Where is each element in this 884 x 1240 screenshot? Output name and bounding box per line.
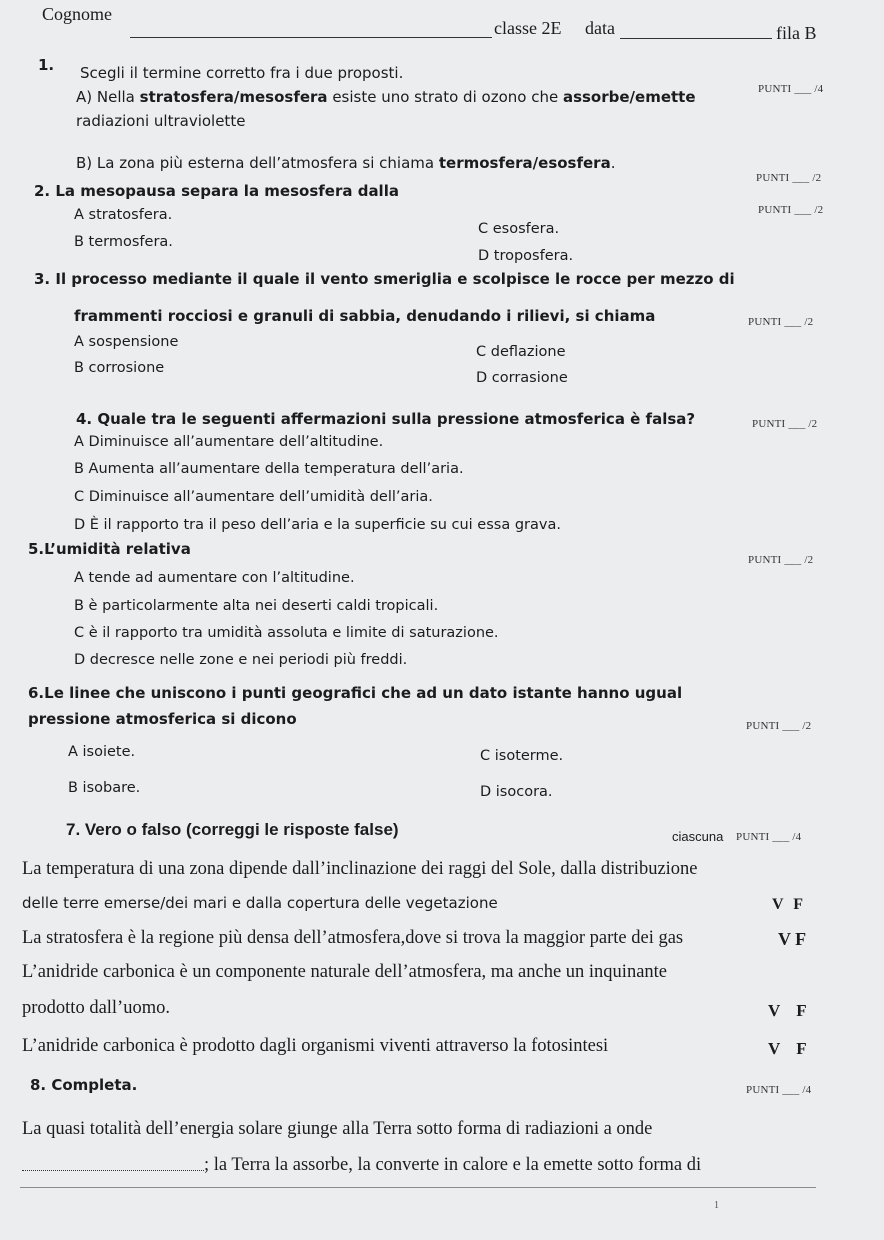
cognome-blank[interactable]: [130, 37, 492, 38]
q4-option-d[interactable]: D È il rapporto tra il peso dell’aria e la superficie su cui essa grava.: [74, 517, 561, 533]
q5-option-d[interactable]: D decresce nelle zone e nei periodi più freddi.: [74, 652, 408, 668]
q2-option-a[interactable]: A stratosfera.: [74, 207, 173, 223]
q6-option-a[interactable]: A isoiete.: [68, 744, 136, 760]
q3-option-c[interactable]: C deflazione: [476, 344, 566, 360]
q6-line2: pressione atmosferica si dicono: [28, 710, 297, 728]
q6-points: PUNTI ___ /2: [746, 720, 812, 732]
q6-option-d[interactable]: D isocora.: [480, 784, 553, 800]
q1a-prefix: A) Nella: [76, 88, 140, 106]
q7-statement-2-vf[interactable]: V F: [778, 929, 807, 949]
q3-line2: frammenti rocciosi e granuli di sabbia, denudando i rilievi, si chiama: [74, 307, 656, 325]
q2-points: PUNTI ___ /2: [758, 204, 824, 216]
q3-line1: 3. Il processo mediante il quale il vento smeriglia e scolpisce le rocce per mezzo di: [34, 270, 735, 288]
q7-statement-3-line1: L’anidride carbonica è un componente naturale dell’atmosfera, ma anche un inquinante: [22, 962, 668, 982]
q8-line2: ; la Terra la assorbe, la converte in calore e la emette sotto forma di: [204, 1155, 702, 1175]
q1b-prefix: B) La zona più esterna dell’atmosfera si chiama: [76, 154, 439, 172]
q8-blank[interactable]: [22, 1170, 204, 1171]
q1-number: 1.: [38, 56, 55, 74]
q2-option-c[interactable]: C esosfera.: [478, 221, 560, 237]
q1-title: Scegli il termine corretto fra i due proposti.: [80, 64, 404, 82]
q8-title: 8. Completa.: [30, 1076, 138, 1094]
q7-points: PUNTI ___ /4: [736, 831, 802, 843]
q7-title: 7. Vero o falso (correggi le risposte false): [66, 820, 399, 839]
q1a-choice-layer[interactable]: stratosfera/mesosfera: [139, 88, 328, 106]
q7-points-prefix: ciascuna: [672, 829, 724, 844]
q1b-suffix: .: [610, 154, 616, 172]
q1b-points: PUNTI ___ /2: [756, 172, 822, 184]
q6-option-c[interactable]: C isoterme.: [480, 748, 564, 764]
page-number: 1: [714, 1200, 719, 1211]
data-label: data: [585, 18, 615, 38]
q5-title: 5.L’umidità relativa: [28, 540, 191, 558]
q2-option-b[interactable]: B termosfera.: [74, 234, 173, 250]
q6-line1: 6.Le linee che uniscono i punti geografici che ad un dato istante hanno ugual: [28, 684, 683, 702]
q5-option-c[interactable]: C è il rapporto tra umidità assoluta e limite di saturazione.: [74, 625, 499, 641]
q4-option-b[interactable]: B Aumenta all’aumentare della temperatura dell’aria.: [74, 461, 464, 477]
q7-statement-3-vf[interactable]: V F: [768, 1001, 807, 1020]
q3-option-d[interactable]: D corrasione: [476, 370, 568, 386]
q4-option-c[interactable]: C Diminuisce all’aumentare dell’umidità dell’aria.: [74, 489, 433, 505]
q7-statement-1-vf[interactable]: V F: [772, 896, 804, 913]
q5-option-a[interactable]: A tende ad aumentare con l’altitudine.: [74, 570, 355, 586]
q7-statement-3-line2: prodotto dall’uomo.: [22, 998, 170, 1018]
cognome-label: Cognome: [42, 4, 112, 24]
classe-label: classe 2E: [494, 18, 562, 38]
q3-option-b[interactable]: B corrosione: [74, 360, 165, 376]
q5-points: PUNTI ___ /2: [748, 554, 814, 566]
q1b-choice[interactable]: termosfera/esosfera: [438, 154, 611, 172]
q3-points: PUNTI ___ /2: [748, 316, 814, 328]
q1a-statement: [76, 88, 696, 106]
q8-answer-line[interactable]: [20, 1187, 816, 1188]
q7-statement-2: La stratosfera è la regione più densa dell’atmosfera,dove si trova la maggior parte dei gas: [22, 928, 684, 948]
q4-points: PUNTI ___ /2: [752, 418, 818, 430]
q1-points: PUNTI ___ /4: [758, 83, 824, 95]
q4-title: 4. Quale tra le seguenti affermazioni sulla pressione atmosferica è falsa?: [76, 410, 696, 428]
q7-statement-1-line2: delle terre emerse/dei mari e dalla copertura delle vegetazione: [22, 894, 498, 912]
q7-statement-4-vf[interactable]: V F: [768, 1039, 807, 1058]
q7-statement-4: L’anidride carbonica è prodotto dagli organismi viventi attraverso la fotosintesi: [22, 1036, 609, 1056]
q7-statement-1-line1: La temperatura di una zona dipende dall’inclinazione dei raggi del Sole, dalla distribuzione: [22, 859, 698, 879]
q4-option-a[interactable]: A Diminuisce all’aumentare dell’altitudine.: [74, 434, 384, 450]
q1a-choice-verb[interactable]: assorbe/emette: [562, 88, 696, 106]
fila-label: fila B: [776, 23, 817, 43]
q6-option-b[interactable]: B isobare.: [68, 780, 141, 796]
q2-option-d[interactable]: D troposfera.: [478, 248, 574, 264]
data-blank[interactable]: [620, 38, 772, 39]
q8-line1: La quasi totalità dell’energia solare giunge alla Terra sotto forma di radiazioni a onde: [22, 1119, 653, 1139]
q2-title: 2. La mesopausa separa la mesosfera dalla: [34, 182, 399, 200]
q1b-statement: [76, 154, 615, 172]
q8-points: PUNTI ___ /4: [746, 1084, 812, 1096]
q5-option-b[interactable]: B è particolarmente alta nei deserti caldi tropicali.: [74, 598, 439, 614]
q1a-line2: radiazioni ultraviolette: [76, 112, 246, 130]
q3-option-a[interactable]: A sospensione: [74, 334, 179, 350]
q1a-mid: esiste uno strato di ozono che: [327, 88, 563, 106]
